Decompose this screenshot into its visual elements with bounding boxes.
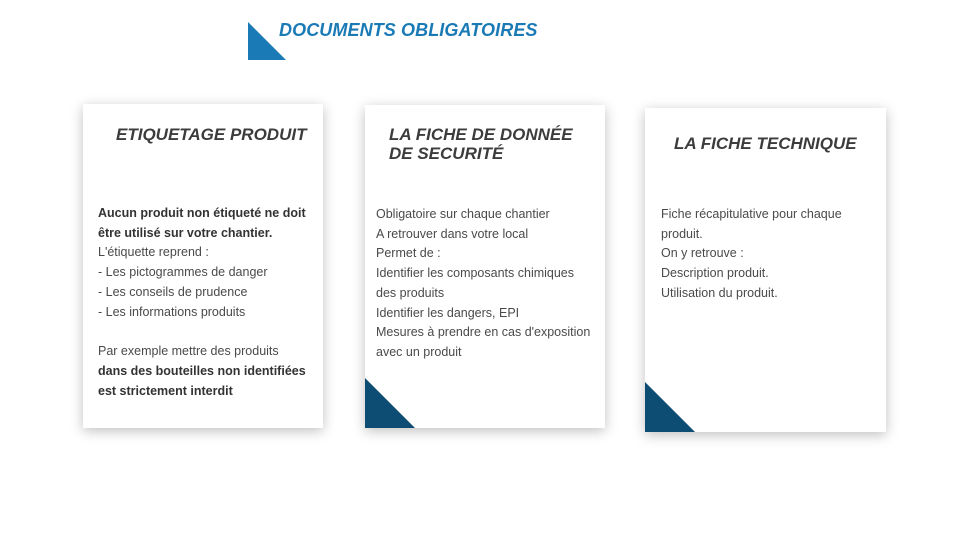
card-text-line: L'étiquette reprend : (98, 245, 209, 260)
card-text-line: être utilisé sur votre chantier. (98, 225, 273, 240)
card-fiche-donnee-securite (365, 105, 605, 428)
card-body (661, 205, 881, 304)
card-text-line: Identifier les composants chimiques (376, 266, 575, 281)
card-text-line: - Les informations produits (98, 304, 246, 319)
spacer (98, 322, 320, 342)
card-text-line: Obligatoire sur chaque chantier (376, 207, 550, 221)
card-text-line: produit. (661, 226, 703, 241)
page-title: DOCUMENTS OBLIGATOIRES (279, 20, 538, 40)
card-text-line: est strictement interdit (98, 383, 233, 398)
card-text-line: Par exemple mettre des produits (98, 344, 279, 359)
card-etiquetage-produit (83, 104, 323, 428)
card-text-line: Permet de : (376, 246, 441, 261)
card-text-line: des produits (376, 285, 445, 300)
card-text-line: Identifier les dangers, EPI (376, 305, 520, 320)
card-body (376, 205, 601, 363)
card-fiche-technique (645, 108, 886, 432)
card-body (98, 204, 320, 401)
card-text-line: A retrouver dans votre local (376, 226, 529, 241)
corner-triangle-icon (645, 382, 695, 432)
card-title: LA FICHE TECHNIQUE (674, 134, 857, 153)
corner-triangle-icon (365, 378, 415, 428)
card-text-line: - Les pictogrammes de danger (98, 265, 268, 280)
card-text-line: Utilisation du produit. (661, 285, 778, 300)
card-text-line: avec un produit (376, 344, 462, 359)
card-text-line: Description produit. (661, 266, 769, 281)
card-title: LA FICHE DE DONNÉE DE SECURITÉ (389, 125, 573, 163)
card-text-line: Fiche récapitulative pour chaque (661, 207, 842, 221)
card-text-line: - Les conseils de prudence (98, 284, 248, 299)
card-text-line: On y retrouve : (661, 246, 744, 261)
card-title: ETIQUETAGE PRODUIT (116, 125, 307, 144)
card-text-line: Mesures à prendre en cas d'exposition (376, 325, 591, 340)
card-text-line: dans des bouteilles non identifiées (98, 363, 306, 378)
card-text-line: Aucun produit non étiqueté ne doit (98, 206, 306, 220)
